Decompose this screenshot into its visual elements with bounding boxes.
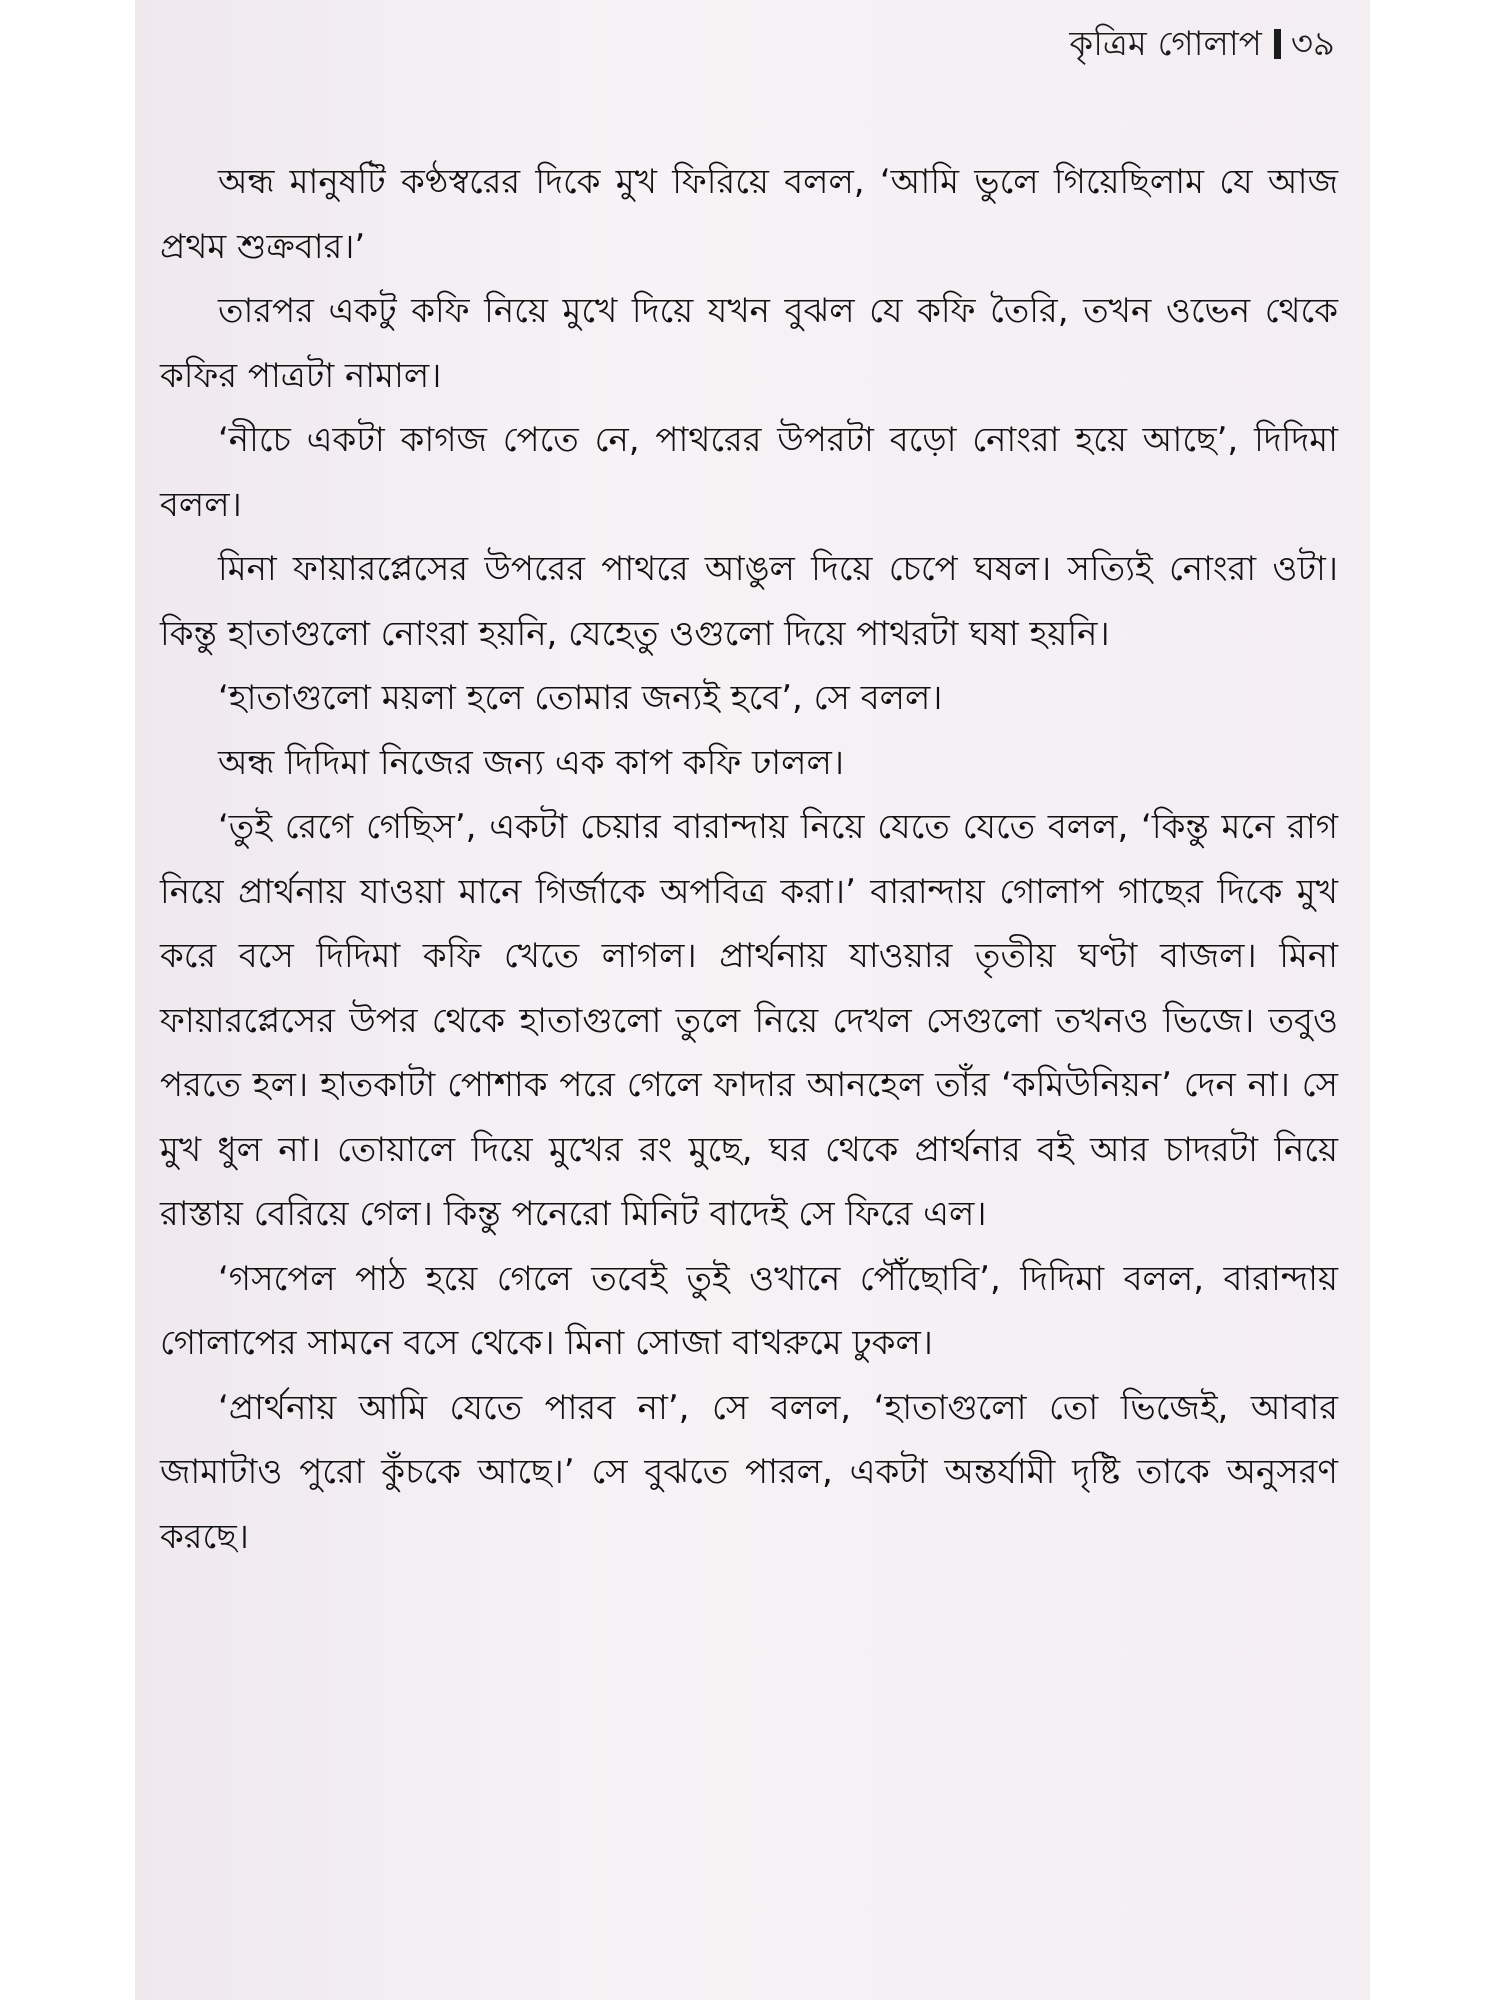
paragraph: ‘প্রার্থনায় আমি যেতে পারব না’, সে বলল, ‘হাতাগুলো তো ভিজেই, আবার জামাটাও পুরো কুঁচকে আছে।’ সে বুঝতে পারল, একটা অন্তর্যামী দৃষ্টি তাকে অনুসরণ করছে। [160,1387,1338,1557]
paragraph: মিনা ফায়ারপ্লেসের উপরের পাথরে আঙুল দিয়ে চেপে ঘষল। সত্যিই নোংরা ওটা। কিন্তু হাতাগুলো নোংরা হয়নি, যেহেতু ওগুলো দিয়ে পাথরটা ঘষা হয়নি। [160,549,1338,654]
left-margin [0,0,135,2000]
right-margin [1370,0,1500,2000]
paragraph: অন্ধ দিদিমা নিজের জন্য এক কাপ কফি ঢালল। [218,742,844,783]
paragraph: ‘গসপেল পাঠ হয়ে গেলে তবেই তুই ওখানে পৌঁছোবি’, দিদিমা বলল, বারান্দায় গোলাপের সামনে বসে থেকে। মিনা সোজা বাথরুমে ঢুকল। [160,1258,1338,1363]
running-header-title: কৃত্রিম গোলাপ [1069,24,1262,64]
body-text [160,150,1338,1569]
running-header [1069,18,1335,75]
paragraph: তারপর একটু কফি নিয়ে মুখে দিয়ে যখন বুঝল যে কফি তৈরি, তখন ওভেন থেকে কফির পাত্রটা নামাল। [160,291,1338,396]
paragraph: অন্ধ মানুষটি কণ্ঠস্বরের দিকে মুখ ফিরিয়ে বলল, ‘আমি ভুলে গিয়েছিলাম যে আজ প্রথম শুক্রবার।’ [160,162,1338,267]
page-number: ৩৯ [1290,24,1335,64]
header-separator [1274,29,1281,59]
paragraph: ‘হাতাগুলো ময়লা হলে তোমার জন্যই হবে’, সে বলল। [218,678,943,718]
paragraph: ‘তুই রেগে গেছিস’, একটা চেয়ার বারান্দায় নিয়ে যেতে যেতে বলল, ‘কিন্তু মনে রাগ নিয়ে প্রার্থনায় যাওয়া মানে গির্জাকে অপবিত্র করা।’ বারান্দায় গোলাপ গাছের দিকে মুখ করে বসে দিদিমা কফি খেতে লাগল। প্রার্থনায় যাওয়ার তৃতীয় ঘণ্টা বাজল। মিনা ফায়ারপ্লেসের উপর থেকে হাতাগুলো তুলে নিয়ে দেখল সেগুলো তখনও ভিজে। তবুও পরতে হল। হাতকাটা পোশাক পরে গেলে ফাদার আনহেল তাঁর ‘কমিউনিয়ন’ দেন না। সে মুখ ধুল না। তোয়ালে দিয়ে মুখের রং মুছে, ঘর থেকে প্রার্থনার বই আর চাদরটা নিয়ে রাস্তায় বেরিয়ে গেল। কিন্তু পনেরো মিনিট বাদেই সে ফিরে এল। [160,807,1338,1234]
paragraph: ‘নীচে একটা কাগজ পেতে নে, পাথরের উপরটা বড়ো নোংরা হয়ে আছে’, দিদিমা বলল। [160,420,1338,525]
